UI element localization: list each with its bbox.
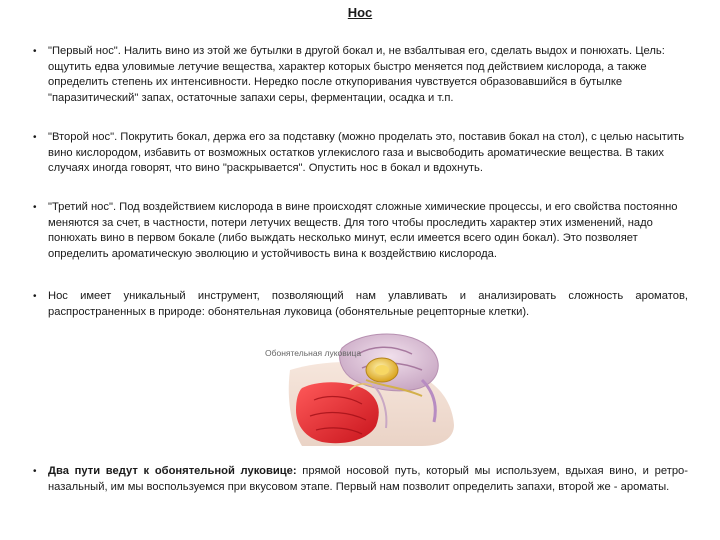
item-text: . Покрутить бокал, держа его за подставку (можно проделать это, поставив бокал на стол), с целью насытить вино кислородом, избавить от возможных остатков углекислого газа и высвободить ароматические вещества. В таких случаях иногда говорят, что вино "раскрывается". Опустить нос в бокал и вдохнуть. xyxy=(48,131,685,175)
figure-label: Обонятельная луковица xyxy=(265,348,362,358)
list-item xyxy=(33,200,688,262)
olfactory-bulb-illustration xyxy=(262,330,470,448)
page-title: Нос xyxy=(347,5,373,20)
item-text: прямой носовой путь, который мы используем, вдыхая вино, и ретро-назальный, им мы воспользуемся при вкусовом этапе. Первый нам позволит определить запахи, второй же - ароматы. xyxy=(48,465,688,493)
item-term: "Второй нос" xyxy=(48,131,115,143)
item-term: "Первый нос" xyxy=(48,45,118,57)
item-text: . Налить вино из этой же бутылки в другой бокал и, не взбалтывая его, сделать выдох и понюхать. Цель: ощутить едва уловимые летучие вещества, характер которых быстро меняется под действием кислорода, а также определить степень их интенсивности. Нередко после откупоривания чувствуется образовавшийся в бутылке "паразитический" запах, остаточные запахи серы, ферментации, осадка и т.п. xyxy=(48,45,665,104)
item-term: "Третий нос" xyxy=(48,201,113,213)
list-item xyxy=(33,464,688,495)
bullet-icon: • xyxy=(33,46,37,57)
item-term: Два пути ведут к обонятельной луковице: xyxy=(48,465,297,477)
list-item xyxy=(33,130,688,177)
bullet-icon: • xyxy=(33,132,37,143)
bullet-icon: • xyxy=(33,202,37,213)
item-text: . Под воздействием кислорода в вине происходят сложные химические процессы, и его свойства постоянно меняются за счет, в частности, потери летучих веществ. Для того чтобы проследить характер этих изменений, надо понюхать вино в первом бокале (либо выждать несколько минут, если имеется всего один бокал). Это позволяет определить ароматическую эволюцию и устойчивость вина к воздействию кислорода. xyxy=(48,201,678,260)
list-item xyxy=(33,44,688,106)
item-text: Нос имеет уникальный инструмент, позволяющий нам улавливать и анализировать сложность ароматов, распространенных в природе: обонятельная луковица (обонятельные рецепторные клетки). xyxy=(48,290,688,318)
bullet-icon: • xyxy=(33,466,37,477)
bullet-icon: • xyxy=(33,291,37,302)
list-item xyxy=(33,289,688,320)
